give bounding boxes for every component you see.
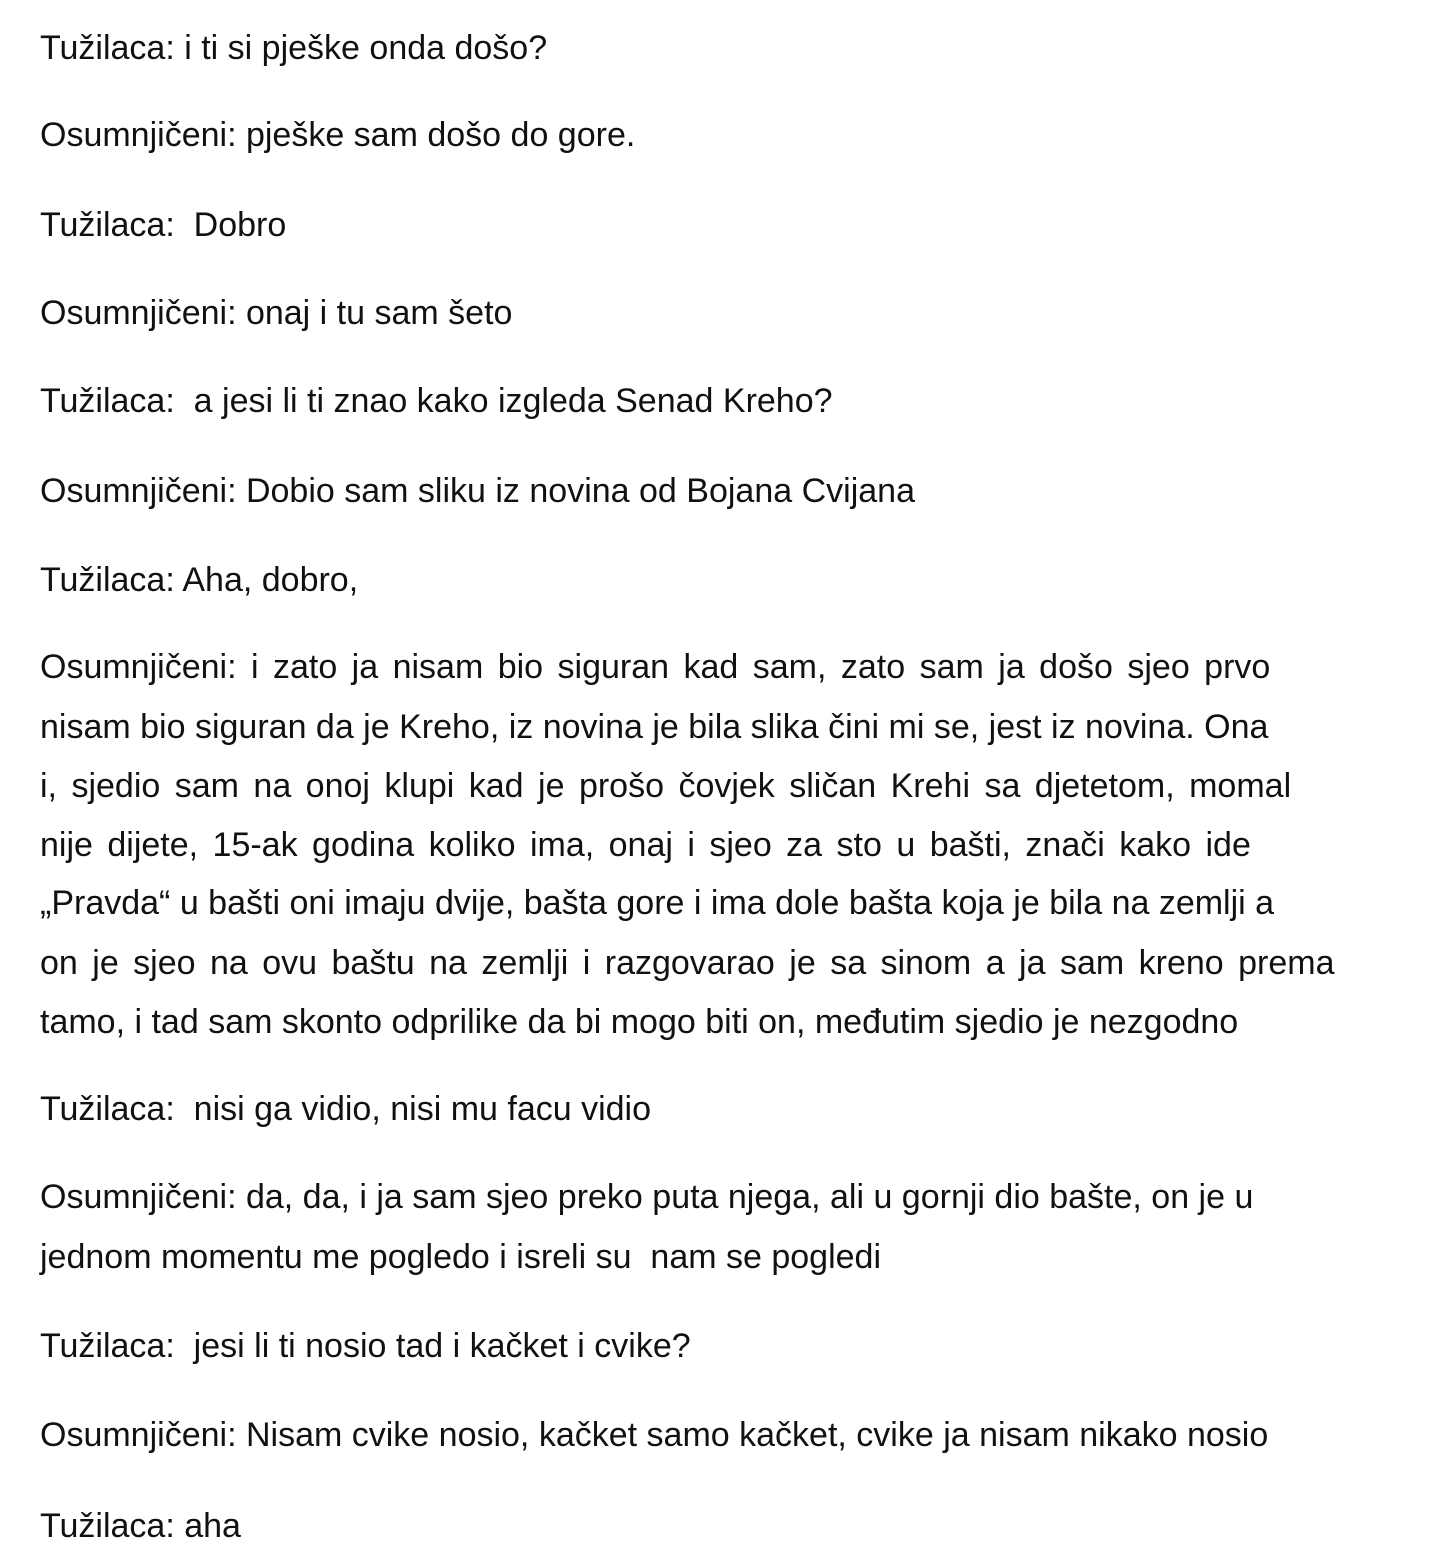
transcript-line: nije dijete, 15-ak godina koliko ima, onaj i sjeo za sto u bašti, znači kako ide (40, 826, 1251, 864)
transcript-line: jednom momentu me pogledo i isreli su nam se pogledi (40, 1238, 882, 1276)
transcript-line: Osumnjičeni: onaj i tu sam šeto (40, 294, 513, 332)
transcript-line: Osumnjičeni: pješke sam došo do gore. (40, 116, 636, 154)
transcript-line: on je sjeo na ovu baštu na zemlji i razgovarao je sa sinom a ja sam kreno prema (40, 944, 1335, 982)
transcript-line: „Pravda“ u bašti oni imaju dvije, bašta gore i ima dole bašta koja je bila na zemlji a (40, 884, 1275, 922)
transcript-line: Tužilaca: a jesi li ti znao kako izgleda Senad Kreho? (40, 382, 833, 420)
transcript-line: Tužilaca: jesi li ti nosio tad i kačket i cvike? (40, 1327, 691, 1365)
transcript-line: nisam bio siguran da je Kreho, iz novina je bila slika čini mi se, jest iz novina. Ona (40, 708, 1269, 746)
transcript-line: Tužilaca: Dobro (40, 206, 287, 244)
transcript-line: Tužilaca: i ti si pješke onda došo? (40, 29, 548, 67)
transcript-line: Osumnjičeni: Dobio sam sliku iz novina od Bojana Cvijana (40, 472, 915, 510)
transcript-line: tamo, i tad sam skonto odprilike da bi mogo biti on, međutim sjedio je nezgodno (40, 1003, 1239, 1041)
transcript-line: Tužilaca: nisi ga vidio, nisi mu facu vidio (40, 1090, 652, 1128)
transcript-line: Tužilaca: Aha, dobro, (40, 561, 359, 599)
transcript-line: Osumnjičeni: i zato ja nisam bio siguran kad sam, zato sam ja došo sjeo prvo (40, 648, 1271, 686)
transcript-line: Tužilaca: aha (40, 1507, 241, 1545)
transcript-line: i, sjedio sam na onoj klupi kad je prošo čovjek sličan Krehi sa djetetom, momal (40, 767, 1292, 805)
transcript-line: Osumnjičeni: Nisam cvike nosio, kačket samo kačket, cvike ja nisam nikako nosio (40, 1416, 1269, 1454)
transcript-line: Osumnjičeni: da, da, i ja sam sjeo preko puta njega, ali u gornji dio bašte, on je u (40, 1178, 1254, 1216)
